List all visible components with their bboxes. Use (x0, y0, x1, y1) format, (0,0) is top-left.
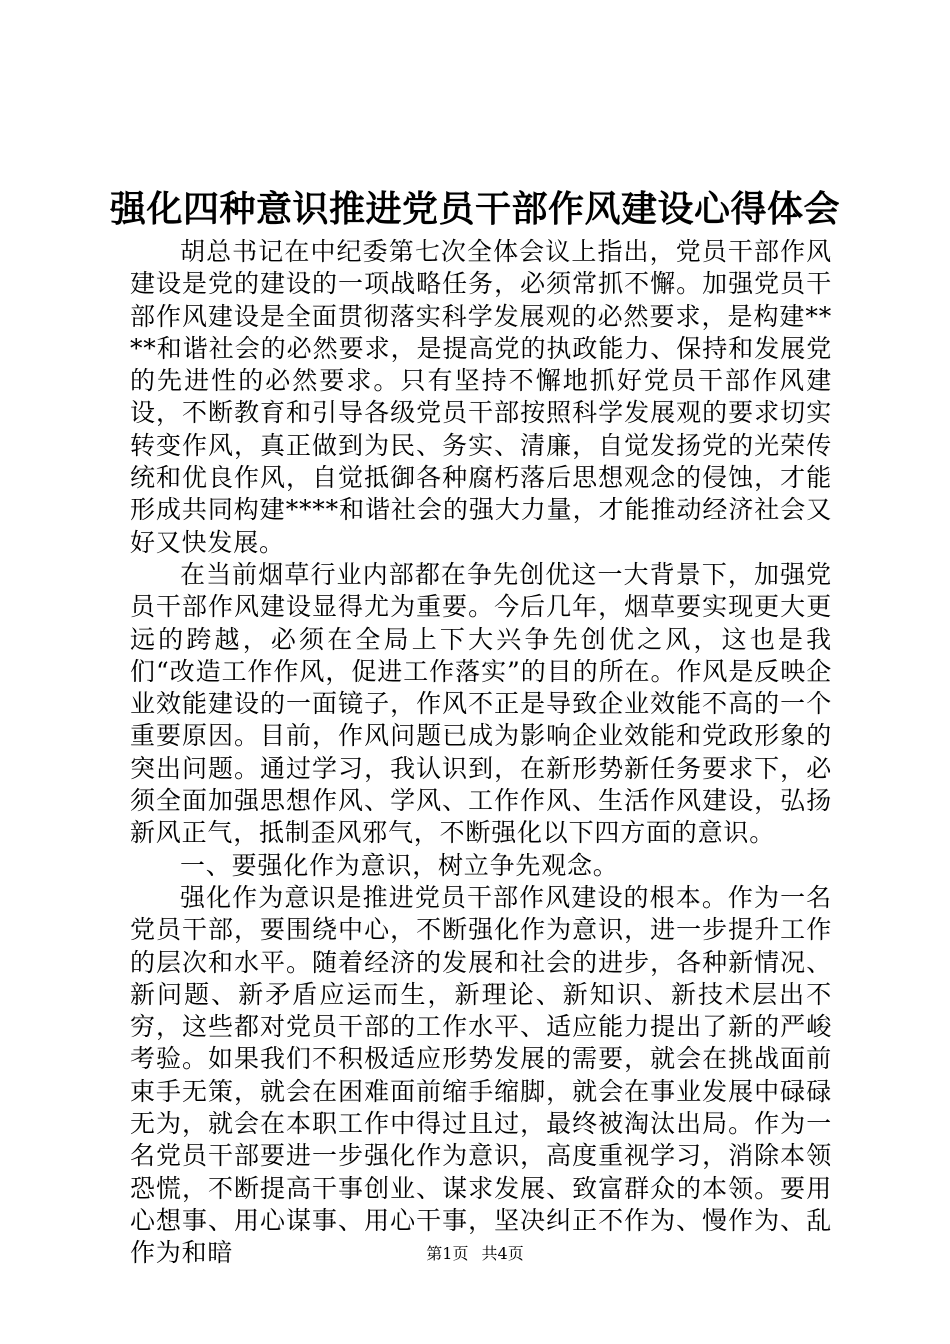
document-body (130, 236, 832, 1270)
paragraph: 强化作为意识是推进党员干部作风建设的根本。作为一名党员干部，要围绕中心，不断强化作为意识，进一步提升工作的层次和水平。随着经济的发展和社会的进步，各种新情况、新问题、新矛盾应运而生，新理论、新知识、新技术层出不穷，这些都对党员干部的工作水平、适应能力提出了新的严峻考验。如果我们不积极适应形势发展的需要，就会在挑战面前束手无策，就会在困难面前缩手缩脚，就会在事业发展中碌碌无为，就会在本职工作中得过且过，最终被淘汰出局。作为一名党员干部要进一步强化作为意识，高度重视学习，消除本领恐慌，不断提高干事创业、谋求发展、致富群众的本领。要用心想事、用心谋事、用心干事，坚决纠正不作为、慢作为、乱作为和暗 (130, 882, 832, 1268)
section-heading: 一、要强化作为意识，树立争先观念。 (180, 850, 619, 880)
page-total: 共4页 (481, 1244, 524, 1263)
page-number: 第1页 (426, 1244, 469, 1263)
paragraph: 在当前烟草行业内部都在争先创优这一大背景下，加强党员干部作风建设显得尤为重要。今后几年，烟草要实现更大更远的跨越，必须在全局上下大兴争先创优之风，这也是我们“改造工作作风，促进工作落实”的目的所在。作风是反映企业效能建设的一面镜子，作风不正是导致企业效能不高的一个重要原因。目前，作风问题已成为影响企业效能和党政形象的突出问题。通过学习，我认识到，在新形势新任务要求下，必须全面加强思想作风、学风、工作作风、生活作风建设，弘扬新风正气，抵制歪风邪气，不断强化以下四方面的意识。 (130, 559, 832, 848)
paragraph: 胡总书记在中纪委第七次全体会议上指出，党员干部作风建设是党的建设的一项战略任务，必须常抓不懈。加强党员干部作风建设是全面贯彻落实科学发展观的必然要求，是构建****和谐社会的必然要求，是提高党的执政能力、保持和发展党的先进性的必然要求。只有坚持不懈地抓好党员干部作风建设，不断教育和引导各级党员干部按照科学发展观的要求切实转变作风，真正做到为民、务实、清廉，自觉发扬党的光荣传统和优良作风，自觉抵御各种腐朽落后思想观念的侵蚀，才能形成共同构建****和谐社会的强大力量，才能推动经济社会又好又快发展。 (130, 237, 832, 557)
page-footer (0, 1244, 950, 1264)
document-title: 强化四种意识推进党员干部作风建设心得体会 (110, 188, 841, 230)
